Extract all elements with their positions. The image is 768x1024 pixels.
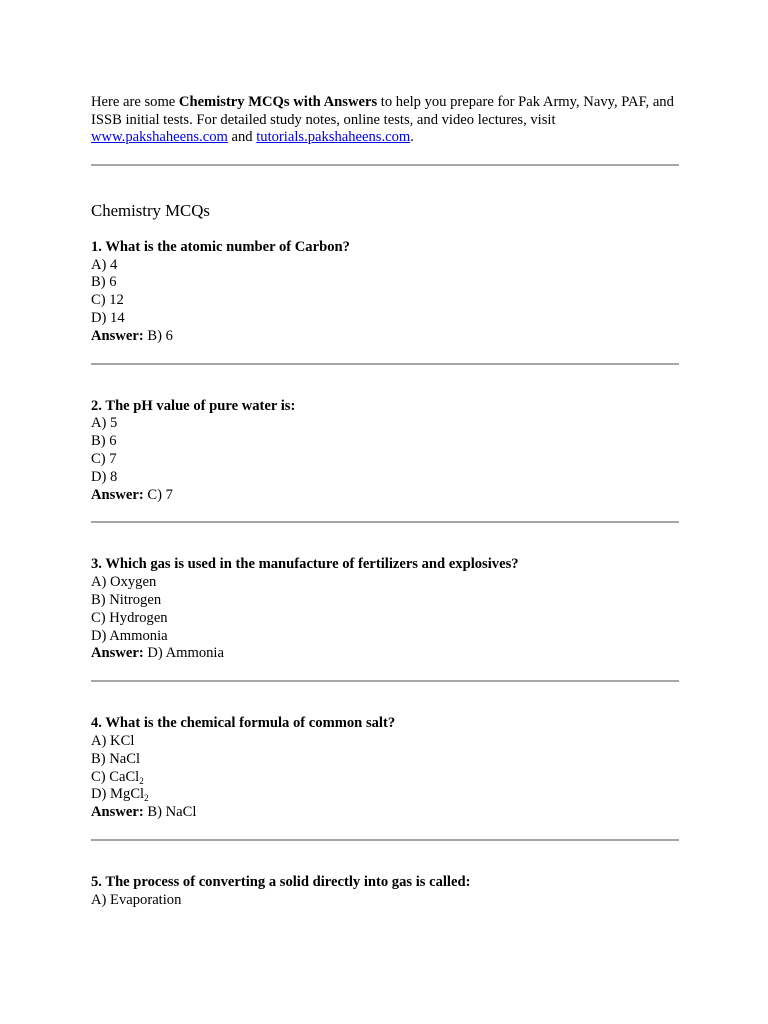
question-title: 5. The process of converting a solid directly into gas is called:: [91, 873, 471, 890]
question-4: [91, 715, 679, 822]
question-title: 3. Which gas is used in the manufacture of fertilizers and explosives?: [91, 556, 519, 573]
option-b: B) 6: [91, 274, 117, 291]
option-d: [91, 786, 679, 804]
intro-bold-text: Chemistry MCQs with Answers: [178, 94, 378, 110]
intro-middle: to help you prepare for Pak Army, Navy, PAF, and ISSB initial tests. For detailed study notes, online tests, and video lectures, visit: [91, 94, 674, 128]
divider: [91, 521, 679, 523]
answer-line: [91, 487, 679, 505]
section-title: Chemistry MCQs: [91, 200, 210, 220]
option-b: B) 6: [91, 433, 117, 450]
divider: [91, 680, 679, 682]
intro-prefix: Here are some: [91, 94, 179, 110]
pakshaheens-link[interactable]: www.pakshaheens.com: [91, 129, 228, 146]
option-a: A) Evaporation: [91, 891, 182, 908]
answer-label: Answer:: [91, 645, 144, 662]
divider: [91, 363, 679, 365]
answer-label: Answer:: [91, 804, 144, 821]
answer-value: B) 6: [143, 327, 173, 344]
option-a: A) Oxygen: [91, 574, 157, 591]
option-text: C) CaCl: [91, 768, 140, 785]
divider: [91, 164, 679, 166]
option-a: A) KCl: [91, 732, 135, 749]
option-c: C) 7: [91, 450, 117, 467]
option-d: D) 8: [91, 468, 118, 485]
question-3: [91, 556, 679, 663]
option-a: A) 5: [91, 415, 118, 432]
divider: [91, 839, 679, 841]
tutorials-link[interactable]: tutorials.pakshaheens.com: [256, 129, 411, 146]
question-title: 4. What is the chemical formula of common salt?: [91, 715, 396, 732]
answer-line: [91, 328, 679, 346]
option-d: D) Ammonia: [91, 627, 168, 644]
document-page: [91, 94, 679, 910]
intro-suffix: .: [410, 129, 414, 146]
answer-line: [91, 645, 679, 663]
answer-label: Answer:: [91, 486, 144, 503]
intro-and: and: [227, 129, 257, 146]
option-c: [91, 769, 679, 787]
subscript: 2: [139, 775, 144, 786]
answer-value: B) NaCl: [143, 804, 197, 821]
option-b: B) NaCl: [91, 750, 141, 767]
question-1: [91, 239, 679, 346]
answer-value: C) 7: [143, 486, 173, 503]
question-title: 2. The pH value of pure water is:: [91, 397, 296, 414]
answer-label: Answer:: [91, 327, 144, 344]
intro-paragraph: [91, 94, 679, 147]
answer-line: [91, 804, 679, 822]
answer-value: D) Ammonia: [143, 645, 224, 662]
question-5: [91, 874, 679, 910]
question-title: 1. What is the atomic number of Carbon?: [91, 238, 350, 255]
option-c: C) Hydrogen: [91, 609, 168, 626]
option-b: B) Nitrogen: [91, 591, 162, 608]
option-c: C) 12: [91, 292, 124, 309]
option-text: D) MgCl: [91, 786, 145, 803]
subscript: 2: [144, 793, 149, 804]
option-d: D) 14: [91, 309, 125, 326]
question-2: [91, 398, 679, 505]
option-a: A) 4: [91, 256, 118, 273]
